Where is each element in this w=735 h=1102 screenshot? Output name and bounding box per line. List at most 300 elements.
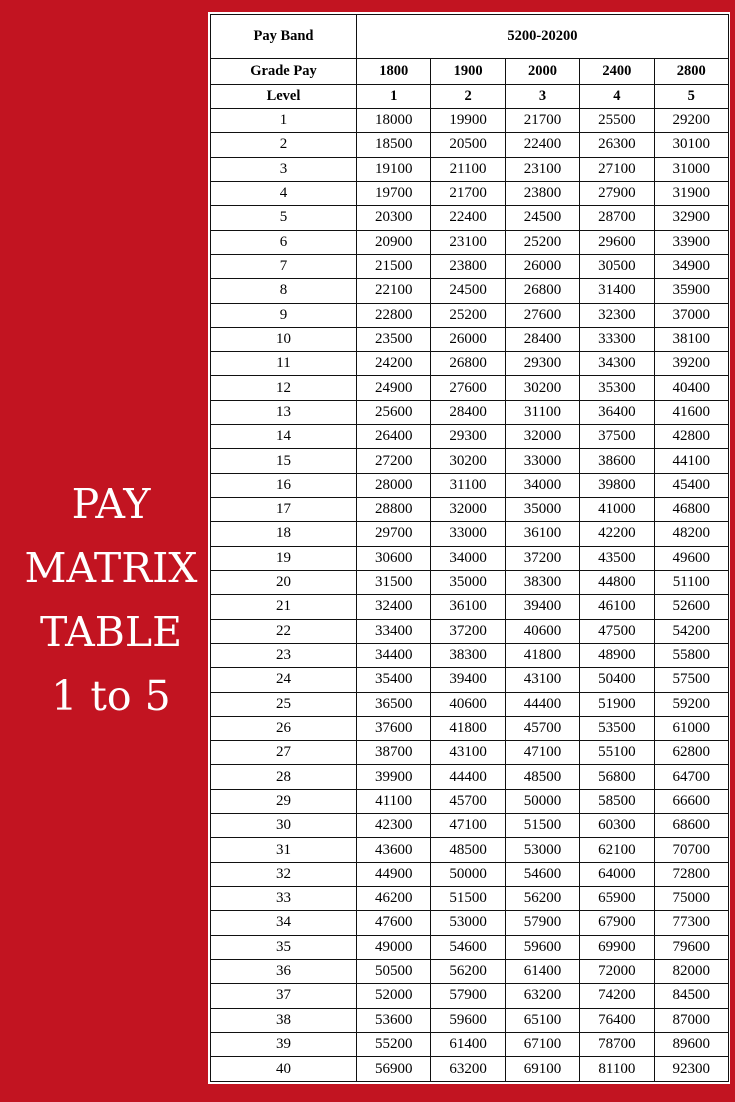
pay-value-cell: 62100	[580, 838, 654, 862]
pay-value-cell: 26300	[580, 133, 654, 157]
pay-value-cell: 39200	[654, 352, 728, 376]
grade-pay-cell: 2000	[505, 59, 579, 85]
table-row	[211, 692, 729, 716]
table-row	[211, 814, 729, 838]
pay-value-cell: 64700	[654, 765, 728, 789]
pay-value-cell: 56200	[431, 959, 505, 983]
table-row	[211, 838, 729, 862]
level-label: Level	[211, 85, 357, 109]
pay-value-cell: 56800	[580, 765, 654, 789]
table-row	[211, 911, 729, 935]
pay-value-cell: 35000	[431, 570, 505, 594]
pay-value-cell: 38600	[580, 449, 654, 473]
pay-value-cell: 50500	[357, 959, 431, 983]
pay-value-cell: 50000	[505, 789, 579, 813]
pay-value-cell: 33000	[431, 522, 505, 546]
pay-value-cell: 23100	[431, 230, 505, 254]
pay-value-cell: 26000	[505, 254, 579, 278]
pay-value-cell: 37600	[357, 716, 431, 740]
pay-value-cell: 31400	[580, 279, 654, 303]
pay-value-cell: 62800	[654, 741, 728, 765]
stage-cell: 24	[211, 668, 357, 692]
pay-value-cell: 66600	[654, 789, 728, 813]
pay-value-cell: 75000	[654, 887, 728, 911]
pay-value-cell: 29300	[505, 352, 579, 376]
stage-cell: 21	[211, 595, 357, 619]
pay-value-cell: 44800	[580, 570, 654, 594]
pay-value-cell: 35000	[505, 498, 579, 522]
pay-value-cell: 46200	[357, 887, 431, 911]
pay-value-cell: 51100	[654, 570, 728, 594]
pay-value-cell: 22100	[357, 279, 431, 303]
side-title-line-3: TABLE	[40, 608, 182, 656]
pay-value-cell: 18500	[357, 133, 431, 157]
pay-value-cell: 39800	[580, 473, 654, 497]
stage-cell: 19	[211, 546, 357, 570]
table-row	[211, 668, 729, 692]
pay-value-cell: 23800	[505, 181, 579, 205]
pay-value-cell: 30100	[654, 133, 728, 157]
pay-value-cell: 77300	[654, 911, 728, 935]
stage-cell: 20	[211, 570, 357, 594]
pay-value-cell: 31000	[654, 157, 728, 181]
pay-value-cell: 67900	[580, 911, 654, 935]
stage-cell: 15	[211, 449, 357, 473]
pay-value-cell: 33900	[654, 230, 728, 254]
pay-value-cell: 59600	[505, 935, 579, 959]
pay-value-cell: 21500	[357, 254, 431, 278]
pay-band-label: Pay Band	[211, 15, 357, 59]
pay-value-cell: 89600	[654, 1032, 728, 1056]
pay-value-cell: 26400	[357, 425, 431, 449]
pay-value-cell: 65900	[580, 887, 654, 911]
pay-value-cell: 59200	[654, 692, 728, 716]
pay-value-cell: 34900	[654, 254, 728, 278]
pay-value-cell: 69100	[505, 1057, 579, 1082]
pay-value-cell: 32000	[431, 498, 505, 522]
pay-value-cell: 92300	[654, 1057, 728, 1082]
pay-value-cell: 34000	[431, 546, 505, 570]
pay-value-cell: 61400	[505, 959, 579, 983]
stage-cell: 30	[211, 814, 357, 838]
pay-value-cell: 52000	[357, 984, 431, 1008]
pay-value-cell: 35400	[357, 668, 431, 692]
pay-value-cell: 45700	[431, 789, 505, 813]
pay-value-cell: 55800	[654, 643, 728, 667]
pay-value-cell: 42200	[580, 522, 654, 546]
table-row	[211, 643, 729, 667]
pay-value-cell: 56200	[505, 887, 579, 911]
pay-value-cell: 32300	[580, 303, 654, 327]
stage-cell: 18	[211, 522, 357, 546]
stage-cell: 5	[211, 206, 357, 230]
pay-value-cell: 27600	[431, 376, 505, 400]
stage-cell: 39	[211, 1032, 357, 1056]
table-row	[211, 1057, 729, 1082]
table-row	[211, 1008, 729, 1032]
pay-value-cell: 24900	[357, 376, 431, 400]
table-row	[211, 1032, 729, 1056]
pay-value-cell: 70700	[654, 838, 728, 862]
pay-value-cell: 74200	[580, 984, 654, 1008]
stage-cell: 13	[211, 400, 357, 424]
pay-value-cell: 40600	[505, 619, 579, 643]
table-row	[211, 279, 729, 303]
table-row	[211, 473, 729, 497]
stage-cell: 2	[211, 133, 357, 157]
pay-value-cell: 31500	[357, 570, 431, 594]
level-row	[211, 85, 729, 109]
pay-value-cell: 21700	[431, 181, 505, 205]
pay-value-cell: 64000	[580, 862, 654, 886]
pay-value-cell: 41100	[357, 789, 431, 813]
pay-value-cell: 41000	[580, 498, 654, 522]
pay-value-cell: 68600	[654, 814, 728, 838]
table-row	[211, 595, 729, 619]
pay-value-cell: 69900	[580, 935, 654, 959]
pay-matrix-panel	[208, 12, 730, 1084]
stage-cell: 26	[211, 716, 357, 740]
pay-value-cell: 57900	[431, 984, 505, 1008]
stage-cell: 7	[211, 254, 357, 278]
pay-value-cell: 50400	[580, 668, 654, 692]
pay-value-cell: 78700	[580, 1032, 654, 1056]
pay-value-cell: 61400	[431, 1032, 505, 1056]
pay-value-cell: 84500	[654, 984, 728, 1008]
side-title-line-1: PAY	[71, 480, 151, 528]
pay-value-cell: 43600	[357, 838, 431, 862]
pay-value-cell: 51500	[431, 887, 505, 911]
pay-value-cell: 33000	[505, 449, 579, 473]
pay-value-cell: 22800	[357, 303, 431, 327]
pay-value-cell: 31900	[654, 181, 728, 205]
pay-value-cell: 61000	[654, 716, 728, 740]
pay-value-cell: 41800	[505, 643, 579, 667]
table-row	[211, 765, 729, 789]
level-cell: 4	[580, 85, 654, 109]
pay-value-cell: 46100	[580, 595, 654, 619]
stage-cell: 25	[211, 692, 357, 716]
pay-value-cell: 38100	[654, 327, 728, 351]
stage-cell: 31	[211, 838, 357, 862]
pay-value-cell: 44400	[505, 692, 579, 716]
pay-value-cell: 24500	[431, 279, 505, 303]
pay-value-cell: 51500	[505, 814, 579, 838]
pay-band-row	[211, 15, 729, 59]
pay-value-cell: 43500	[580, 546, 654, 570]
pay-value-cell: 21100	[431, 157, 505, 181]
pay-value-cell: 19900	[431, 109, 505, 133]
table-row	[211, 498, 729, 522]
pay-value-cell: 34300	[580, 352, 654, 376]
pay-value-cell: 30600	[357, 546, 431, 570]
pay-value-cell: 72000	[580, 959, 654, 983]
pay-value-cell: 33400	[357, 619, 431, 643]
stage-cell: 27	[211, 741, 357, 765]
pay-value-cell: 23100	[505, 157, 579, 181]
pay-value-cell: 47500	[580, 619, 654, 643]
table-row	[211, 133, 729, 157]
pay-value-cell: 50000	[431, 862, 505, 886]
pay-value-cell: 31100	[505, 400, 579, 424]
pay-value-cell: 43100	[505, 668, 579, 692]
pay-value-cell: 72800	[654, 862, 728, 886]
pay-value-cell: 22400	[505, 133, 579, 157]
table-row	[211, 862, 729, 886]
pay-value-cell: 65100	[505, 1008, 579, 1032]
pay-value-cell: 48500	[431, 838, 505, 862]
pay-value-cell: 54600	[431, 935, 505, 959]
grade-pay-cell: 2800	[654, 59, 728, 85]
pay-value-cell: 19100	[357, 157, 431, 181]
stage-cell: 28	[211, 765, 357, 789]
pay-value-cell: 39900	[357, 765, 431, 789]
pay-value-cell: 40600	[431, 692, 505, 716]
level-cell: 3	[505, 85, 579, 109]
stage-cell: 40	[211, 1057, 357, 1082]
pay-value-cell: 28400	[505, 327, 579, 351]
grade-pay-cell: 1800	[357, 59, 431, 85]
pay-value-cell: 30200	[431, 449, 505, 473]
pay-value-cell: 27600	[505, 303, 579, 327]
pay-value-cell: 29200	[654, 109, 728, 133]
pay-value-cell: 47100	[431, 814, 505, 838]
table-row	[211, 181, 729, 205]
table-row	[211, 425, 729, 449]
pay-value-cell: 57500	[654, 668, 728, 692]
pay-value-cell: 63200	[505, 984, 579, 1008]
table-row	[211, 959, 729, 983]
pay-value-cell: 20900	[357, 230, 431, 254]
pay-value-cell: 39400	[505, 595, 579, 619]
pay-value-cell: 46800	[654, 498, 728, 522]
pay-value-cell: 31100	[431, 473, 505, 497]
stage-cell: 6	[211, 230, 357, 254]
pay-value-cell: 52600	[654, 595, 728, 619]
pay-value-cell: 43100	[431, 741, 505, 765]
side-title	[0, 472, 222, 728]
pay-value-cell: 23800	[431, 254, 505, 278]
pay-value-cell: 33300	[580, 327, 654, 351]
stage-cell: 16	[211, 473, 357, 497]
pay-value-cell: 28400	[431, 400, 505, 424]
stage-cell: 33	[211, 887, 357, 911]
grade-pay-label: Grade Pay	[211, 59, 357, 85]
table-row	[211, 789, 729, 813]
pay-value-cell: 51900	[580, 692, 654, 716]
pay-value-cell: 25200	[431, 303, 505, 327]
pay-value-cell: 36100	[431, 595, 505, 619]
pay-value-cell: 53600	[357, 1008, 431, 1032]
pay-value-cell: 32900	[654, 206, 728, 230]
stage-cell: 14	[211, 425, 357, 449]
pay-value-cell: 24200	[357, 352, 431, 376]
level-cell: 1	[357, 85, 431, 109]
table-row	[211, 303, 729, 327]
table-row	[211, 376, 729, 400]
stage-cell: 4	[211, 181, 357, 205]
stage-cell: 3	[211, 157, 357, 181]
pay-value-cell: 49000	[357, 935, 431, 959]
stage-cell: 12	[211, 376, 357, 400]
pay-value-cell: 76400	[580, 1008, 654, 1032]
table-row	[211, 352, 729, 376]
stage-cell: 37	[211, 984, 357, 1008]
grade-pay-cell: 1900	[431, 59, 505, 85]
pay-value-cell: 48200	[654, 522, 728, 546]
pay-value-cell: 38300	[431, 643, 505, 667]
pay-value-cell: 39400	[431, 668, 505, 692]
pay-value-cell: 79600	[654, 935, 728, 959]
pay-value-cell: 47600	[357, 911, 431, 935]
pay-value-cell: 45700	[505, 716, 579, 740]
pay-value-cell: 27200	[357, 449, 431, 473]
pay-value-cell: 23500	[357, 327, 431, 351]
pay-value-cell: 35300	[580, 376, 654, 400]
pay-value-cell: 36100	[505, 522, 579, 546]
table-row	[211, 522, 729, 546]
pay-value-cell: 20500	[431, 133, 505, 157]
pay-value-cell: 56900	[357, 1057, 431, 1082]
table-row	[211, 157, 729, 181]
table-row	[211, 887, 729, 911]
table-row	[211, 254, 729, 278]
pay-value-cell: 42800	[654, 425, 728, 449]
pay-value-cell: 29700	[357, 522, 431, 546]
pay-value-cell: 55100	[580, 741, 654, 765]
pay-value-cell: 20300	[357, 206, 431, 230]
pay-value-cell: 26800	[431, 352, 505, 376]
pay-value-cell: 38700	[357, 741, 431, 765]
pay-value-cell: 41600	[654, 400, 728, 424]
pay-value-cell: 44100	[654, 449, 728, 473]
pay-value-cell: 53000	[431, 911, 505, 935]
pay-value-cell: 30500	[580, 254, 654, 278]
stage-cell: 22	[211, 619, 357, 643]
pay-value-cell: 19700	[357, 181, 431, 205]
pay-value-cell: 38300	[505, 570, 579, 594]
table-row	[211, 546, 729, 570]
pay-value-cell: 37200	[431, 619, 505, 643]
pay-matrix-body	[211, 109, 729, 1082]
pay-value-cell: 21700	[505, 109, 579, 133]
pay-value-cell: 36400	[580, 400, 654, 424]
pay-value-cell: 26800	[505, 279, 579, 303]
pay-value-cell: 27900	[580, 181, 654, 205]
table-row	[211, 449, 729, 473]
pay-value-cell: 55200	[357, 1032, 431, 1056]
pay-value-cell: 32400	[357, 595, 431, 619]
pay-value-cell: 29600	[580, 230, 654, 254]
pay-value-cell: 35900	[654, 279, 728, 303]
table-row	[211, 935, 729, 959]
stage-cell: 38	[211, 1008, 357, 1032]
pay-value-cell: 67100	[505, 1032, 579, 1056]
side-title-line-2: MATRIX	[24, 544, 198, 592]
table-row	[211, 109, 729, 133]
pay-value-cell: 59600	[431, 1008, 505, 1032]
table-row	[211, 619, 729, 643]
pay-value-cell: 25500	[580, 109, 654, 133]
grade-pay-row	[211, 59, 729, 85]
grade-pay-cell: 2400	[580, 59, 654, 85]
stage-cell: 34	[211, 911, 357, 935]
pay-value-cell: 26000	[431, 327, 505, 351]
pay-value-cell: 36500	[357, 692, 431, 716]
pay-value-cell: 53500	[580, 716, 654, 740]
stage-cell: 29	[211, 789, 357, 813]
pay-value-cell: 81100	[580, 1057, 654, 1082]
pay-value-cell: 54600	[505, 862, 579, 886]
stage-cell: 36	[211, 959, 357, 983]
pay-value-cell: 42300	[357, 814, 431, 838]
table-row	[211, 741, 729, 765]
pay-value-cell: 25600	[357, 400, 431, 424]
pay-band-value: 5200-20200	[357, 15, 729, 59]
pay-value-cell: 24500	[505, 206, 579, 230]
table-row	[211, 327, 729, 351]
pay-value-cell: 37200	[505, 546, 579, 570]
pay-value-cell: 27100	[580, 157, 654, 181]
pay-value-cell: 29300	[431, 425, 505, 449]
pay-value-cell: 34000	[505, 473, 579, 497]
table-row	[211, 984, 729, 1008]
pay-value-cell: 37500	[580, 425, 654, 449]
pay-value-cell: 57900	[505, 911, 579, 935]
table-row	[211, 400, 729, 424]
stage-cell: 35	[211, 935, 357, 959]
pay-value-cell: 63200	[431, 1057, 505, 1082]
stage-cell: 17	[211, 498, 357, 522]
pay-matrix-table	[210, 14, 729, 1082]
table-row	[211, 230, 729, 254]
pay-value-cell: 87000	[654, 1008, 728, 1032]
pay-value-cell: 28800	[357, 498, 431, 522]
pay-value-cell: 30200	[505, 376, 579, 400]
level-cell: 5	[654, 85, 728, 109]
pay-value-cell: 44900	[357, 862, 431, 886]
pay-value-cell: 37000	[654, 303, 728, 327]
table-row	[211, 716, 729, 740]
pay-value-cell: 34400	[357, 643, 431, 667]
table-row	[211, 570, 729, 594]
stage-cell: 32	[211, 862, 357, 886]
level-cell: 2	[431, 85, 505, 109]
stage-cell: 1	[211, 109, 357, 133]
stage-cell: 11	[211, 352, 357, 376]
pay-value-cell: 28700	[580, 206, 654, 230]
side-title-line-4: 1 to 5	[51, 672, 171, 720]
pay-value-cell: 41800	[431, 716, 505, 740]
pay-value-cell: 60300	[580, 814, 654, 838]
table-row	[211, 206, 729, 230]
pay-value-cell: 45400	[654, 473, 728, 497]
pay-value-cell: 48500	[505, 765, 579, 789]
pay-value-cell: 40400	[654, 376, 728, 400]
pay-value-cell: 18000	[357, 109, 431, 133]
pay-value-cell: 32000	[505, 425, 579, 449]
pay-value-cell: 49600	[654, 546, 728, 570]
pay-value-cell: 44400	[431, 765, 505, 789]
pay-value-cell: 54200	[654, 619, 728, 643]
pay-value-cell: 53000	[505, 838, 579, 862]
pay-value-cell: 48900	[580, 643, 654, 667]
pay-value-cell: 28000	[357, 473, 431, 497]
pay-value-cell: 47100	[505, 741, 579, 765]
pay-value-cell: 58500	[580, 789, 654, 813]
stage-cell: 23	[211, 643, 357, 667]
stage-cell: 8	[211, 279, 357, 303]
